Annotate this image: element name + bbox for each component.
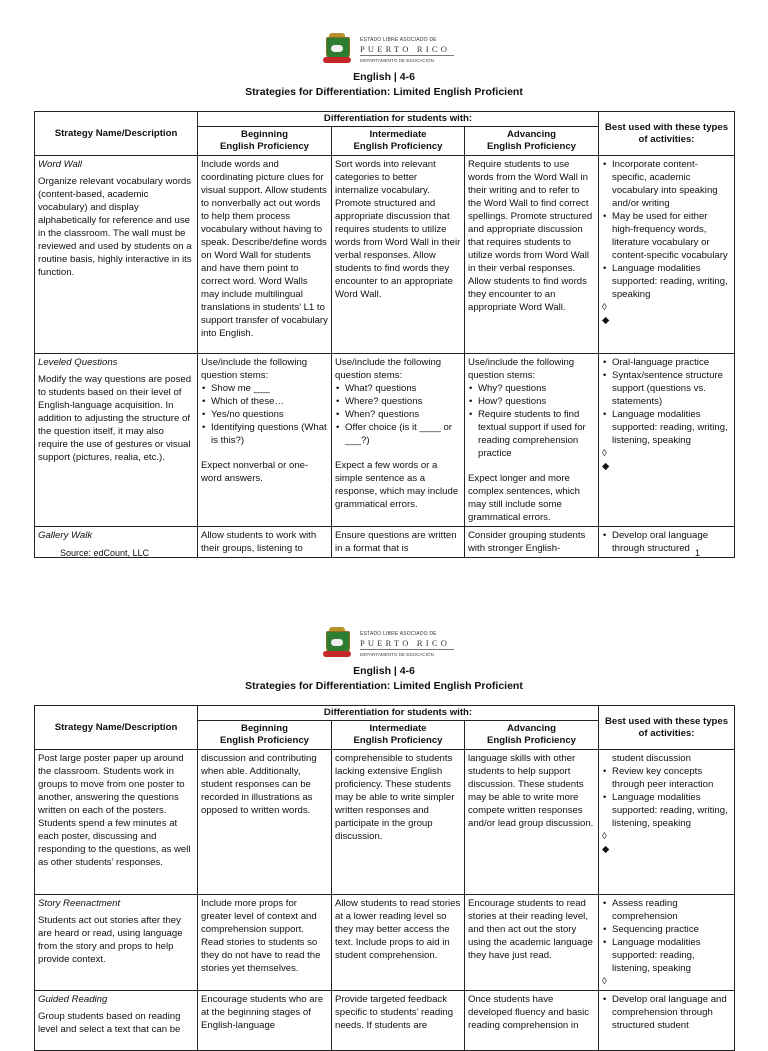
list-item: • Show me ___ xyxy=(201,382,328,395)
table-row xyxy=(35,354,735,527)
strategy-column-header: Strategy Name/Description xyxy=(35,706,198,750)
best-used-column-header: Best used with these types of activities: xyxy=(599,112,735,156)
table-row xyxy=(35,895,735,991)
beginning-column-header: Beginning English Proficiency xyxy=(198,721,332,750)
strategy-cell xyxy=(35,354,198,527)
best-used-cell xyxy=(599,354,735,527)
advancing-column-header: Advancing English Proficiency xyxy=(465,127,599,156)
puerto-rico-seal-icon xyxy=(320,627,354,661)
course-heading: English | 4-6 xyxy=(353,71,415,83)
list-item: • How? questions xyxy=(468,395,595,408)
advancing-cell: Consider grouping students with stronger English- xyxy=(465,527,599,558)
diamond-filled-icon: ◆ xyxy=(602,461,610,472)
page-number: 1 xyxy=(694,548,700,558)
expectation-text: Expect nonverbal or one-word answers. xyxy=(201,460,309,484)
intermediate-cell: comprehensible to students lacking extensive English proficiency. These students may be able to write simpler written responses and participate in the group discussion. xyxy=(332,750,465,895)
list-item: • Offer choice (is it ____ or ___?) xyxy=(335,421,461,447)
course-heading: English | 4-6 xyxy=(353,665,415,677)
list-item: • Language modalities supported: reading, listening, speaking xyxy=(602,936,731,975)
diamond-outline-icon: ◊ xyxy=(602,976,607,987)
document-title: Strategies for Differentiation: Limited English Proficient xyxy=(245,680,523,692)
advancing-cell: language skills with other students to help support discussion. These students may be able to write more compete written responses and/or lead group discussion. xyxy=(465,750,599,895)
strategy-cell xyxy=(35,156,198,354)
differentiation-header: Differentiation for students with: xyxy=(198,112,599,127)
strategy-description: Group students based on reading level and select a text that can be xyxy=(38,1011,181,1035)
logo-line-1: ESTADO LIBRE ASOCIADO DE xyxy=(360,37,437,43)
strategy-name: Story Reenactment xyxy=(38,898,121,909)
best-used-column-header: Best used with these types of activities: xyxy=(599,706,735,750)
advancing-column-header: Advancing English Proficiency xyxy=(465,721,599,750)
beginning-cell: Include words and coordinating picture clues for visual support. Allow students to nonverbally act out words to help them process vocabulary without having to speak. Describe/define words on Word Wall for students and have them point to correct word. Word Walls may include multilingual translations in students’ L1 to support transfer of vocabulary into English. xyxy=(198,156,332,354)
strategy-description: Modify the way questions are posed to students based on their level of English-language acquisition. In addition to adjusting the structure of the question itself, it may also require the use of gestures or visual support (pictures, realia, etc.). xyxy=(38,374,192,463)
best-used-cell xyxy=(599,156,735,354)
department-logo xyxy=(320,33,460,69)
list-item: • May be used for either high-frequency words, literature vocabulary or content-specific vocabulary xyxy=(602,210,731,262)
beginning-column-header: Beginning English Proficiency xyxy=(198,127,332,156)
table-row xyxy=(35,991,735,1051)
list-item: • Language modalities supported: reading, writing, speaking xyxy=(602,262,731,301)
list-item: • Identifying questions (What is this?) xyxy=(201,421,328,447)
department-logo xyxy=(320,627,460,663)
logo-line-2: PUERTO RICO xyxy=(360,44,451,54)
strategy-name: Guided Reading xyxy=(38,994,108,1005)
best-used-cell xyxy=(599,895,735,991)
advancing-cell: Encourage students to read stories at their reading level, and then act out the story using the academic language they have just read. xyxy=(465,895,599,991)
differentiation-header: Differentiation for students with: xyxy=(198,706,599,721)
strategy-name: Leveled Questions xyxy=(38,357,118,368)
strategy-cell xyxy=(35,750,198,895)
question-stems-intro: Use/include the following question stems: xyxy=(201,357,308,381)
intermediate-cell: Sort words into relevant categories to better internalize vocabulary. Promote structured and appropriate discussion that requires students to utilize words from Word Wall in their verbal responses. Allow students to find words they encounter to an appropriate Word Wall. xyxy=(332,156,465,354)
best-used-cell xyxy=(599,750,735,895)
list-item: • Develop oral language and comprehension through structured student xyxy=(602,993,731,1032)
intermediate-column-header: Intermediate English Proficiency xyxy=(332,127,465,156)
strategy-description: Organize relevant vocabulary words (content-based, academic vocabulary) and display alphabetically for reference and use in the classroom. The wall must be reviewed and used by students on a routine basis, highly interactive in its function. xyxy=(38,176,192,278)
list-item: • What? questions xyxy=(335,382,461,395)
diamond-outline-icon: ◊ xyxy=(602,448,607,459)
intermediate-cell: Provide targeted feedback specific to students’ reading needs. If students are xyxy=(332,991,465,1051)
list-item: • Syntax/sentence structure support (questions vs. statements) xyxy=(602,369,731,408)
diamond-outline-icon: ◊ xyxy=(602,831,607,842)
source-note: Source: edCount, LLC xyxy=(60,548,150,558)
strategy-cell xyxy=(35,895,198,991)
expectation-text: Expect longer and more complex sentences, which may still include some grammatical errors. xyxy=(468,473,580,523)
logo-line-3: DEPARTAMENTO DE EDUCACIÓN xyxy=(360,58,434,63)
strategy-name: Word Wall xyxy=(38,159,83,170)
logo-line-2: PUERTO RICO xyxy=(360,638,451,648)
question-stems-intro: Use/include the following question stems: xyxy=(335,357,442,381)
list-item: • Require students to find textual support if used for reading comprehension practice xyxy=(468,408,595,460)
list-item: • Why? questions xyxy=(468,382,595,395)
continued-text: student discussion xyxy=(612,753,691,764)
strategy-description: Students act out stories after they are heard or read, using language from the story and props to help provide context. xyxy=(38,915,183,965)
strategy-name: Gallery Walk xyxy=(38,530,93,541)
list-item: • Language modalities supported: reading, writing, listening, speaking xyxy=(602,408,731,447)
list-item: • Language modalities supported: reading, writing, listening, speaking xyxy=(602,791,731,830)
question-stems-intro: Use/include the following question stems: xyxy=(468,357,575,381)
list-item: • Review key concepts through peer interaction xyxy=(602,765,731,791)
list-item: • When? questions xyxy=(335,408,461,421)
advancing-cell xyxy=(465,354,599,527)
list-item: • Incorporate content-specific, academic vocabulary into speaking and/or writing xyxy=(602,158,731,210)
list-item: • Develop oral language through structured xyxy=(602,529,731,555)
intermediate-cell xyxy=(332,354,465,527)
beginning-cell: Include more props for greater level of context and comprehension support. Read stories to students so they do not have to read the stories yet themselves. xyxy=(198,895,332,991)
strategy-cell xyxy=(35,991,198,1051)
strategies-table xyxy=(34,705,735,1051)
list-item: • Sequencing practice xyxy=(602,923,731,936)
table-row xyxy=(35,750,735,895)
advancing-cell: Require students to use words from the Word Wall in their writing and to refer to the Word Wall to find correct spellings. Promote structured and appropriate discussion that requires students to utilize words from Word Wall in their verbal responses. Allow students to find words they encounter to an appropriate Word Wall. xyxy=(465,156,599,354)
best-used-cell xyxy=(599,991,735,1051)
beginning-cell: Encourage students who are at the beginning stages of English-language xyxy=(198,991,332,1051)
strategy-column-header: Strategy Name/Description xyxy=(35,112,198,156)
puerto-rico-seal-icon xyxy=(320,33,354,67)
intermediate-column-header: Intermediate English Proficiency xyxy=(332,721,465,750)
table-row xyxy=(35,156,735,354)
strategy-description: Post large poster paper up around the classroom. Students work in groups to move from one poster to another, answering the questions written on each of the posters. Students spend a few minutes at each poster, discussing and responding to the questions, as well as other students’ responses. xyxy=(38,753,191,868)
logo-line-1: ESTADO LIBRE ASOCIADO DE xyxy=(360,631,437,637)
page-footer xyxy=(60,547,700,560)
intermediate-cell: Allow students to read stories at a lower reading level so they may better access the text. Include props to aid in student comprehension. xyxy=(332,895,465,991)
diamond-filled-icon: ◆ xyxy=(602,844,610,855)
list-item: • Where? questions xyxy=(335,395,461,408)
advancing-cell: Once students have developed fluency and basic reading comprehension in xyxy=(465,991,599,1051)
beginning-cell: Allow students to work with their groups, listening to xyxy=(198,527,332,558)
list-item: • Yes/no questions xyxy=(201,408,328,421)
strategies-table xyxy=(34,111,735,558)
list-item: • Oral-language practice xyxy=(602,356,731,369)
list-item: • Which of these… xyxy=(201,395,328,408)
beginning-cell xyxy=(198,354,332,527)
expectation-text: Expect a few words or a simple sentence as a response, which may include grammatical errors. xyxy=(335,460,459,510)
document-title: Strategies for Differentiation: Limited English Proficient xyxy=(245,86,523,98)
intermediate-cell: Ensure questions are written in a format that is xyxy=(332,527,465,558)
list-item: • Assess reading comprehension xyxy=(602,897,731,923)
diamond-outline-icon: ◊ xyxy=(602,302,607,313)
beginning-cell: discussion and contributing when able. Additionally, student responses can be recorded in illustrations as opposed to written words. xyxy=(198,750,332,895)
diamond-filled-icon: ◆ xyxy=(602,315,610,326)
logo-line-3: DEPARTAMENTO DE EDUCACIÓN xyxy=(360,652,434,657)
